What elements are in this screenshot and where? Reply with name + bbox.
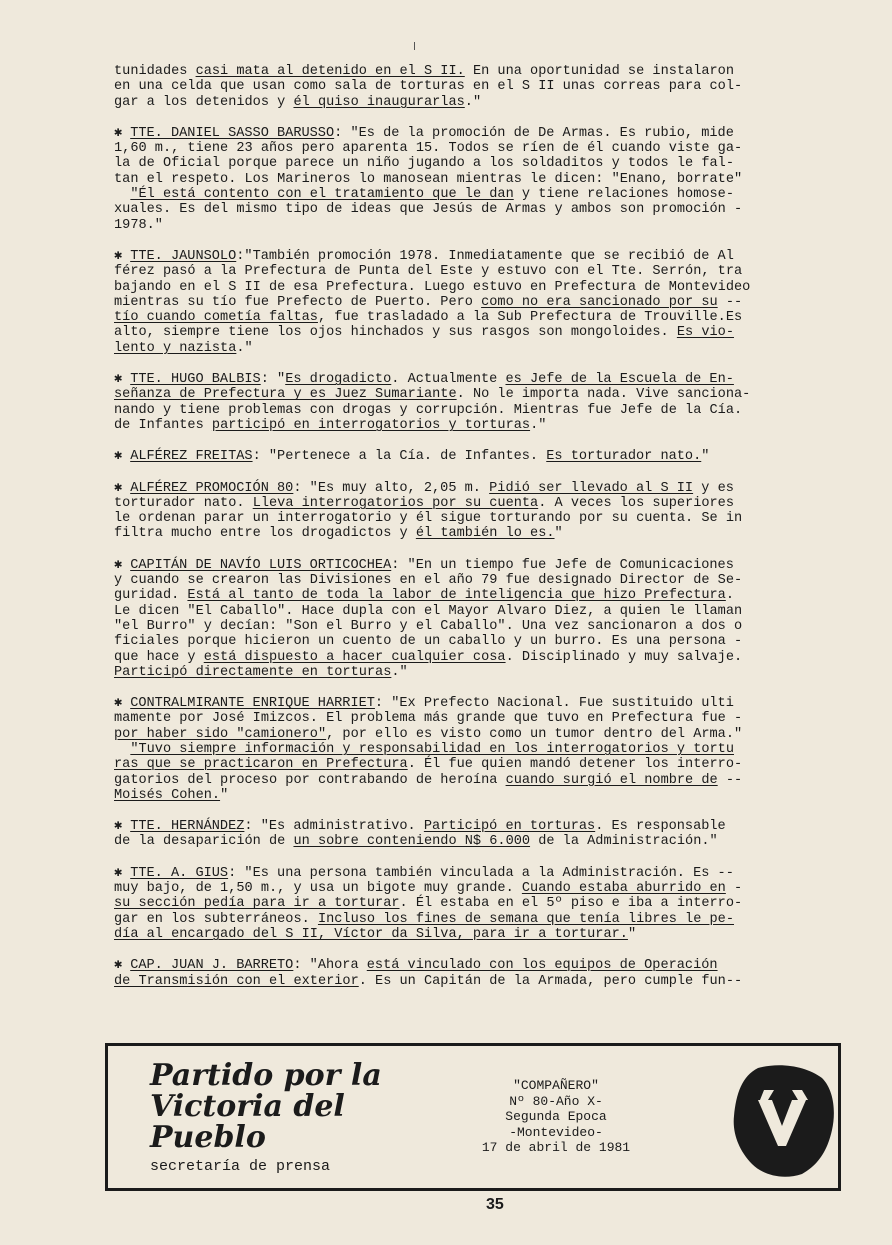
text-line: [114, 418, 852, 433]
text-segment: : "En un tiempo fue Jefe de Comunicaciones: [391, 557, 734, 573]
text-segment: muy bajo, de 1,50 m., y usa un bigote muy grande.: [114, 881, 522, 897]
bullet-icon: ✱: [114, 449, 123, 465]
underlined-text: Participó directamente en torturas: [114, 664, 392, 680]
text-line: [114, 141, 852, 156]
underlined-text: él quiso inaugurarlas: [293, 94, 465, 110]
text-segment: . No le importa nada. Vive sanciona-: [456, 387, 751, 403]
page-number: 35: [486, 1196, 504, 1213]
text-segment: férez pasó a la Prefectura de Punta del Este y estuvo con el Tte. Serrón, tra: [114, 264, 743, 280]
underlined-text: TTE. JAUNSOLO: [130, 248, 237, 264]
text-segment: 1,60 m., tiene 23 años pero aparenta 15. Todos se ríen de él cuando viste ga-: [114, 141, 743, 157]
underlined-text: "Él está contento con el tratamiento que le dan: [130, 187, 514, 203]
text-segment: .": [464, 94, 482, 110]
underlined-text: día al encargado del S II, Víctor da Silva, para ir a torturar.: [114, 926, 628, 942]
text-line: [114, 927, 852, 942]
text-line: [114, 727, 852, 742]
text-segment: : "Es administrativo.: [244, 819, 424, 835]
text-segment: 1978.": [114, 217, 163, 233]
text-line: [114, 126, 852, 141]
text-segment: y es: [693, 480, 734, 496]
text-line: [114, 295, 852, 310]
text-segment: . Es un Capitán de la Armada, pero cumple fun--: [358, 973, 743, 989]
underlined-text: es Jefe de la Escuela de En-: [505, 372, 734, 388]
text-segment: tan el respeto. Los Marineros lo manosean mientras le dicen: "Enano, borrate": [114, 171, 743, 187]
text-segment: Le dicen "El Caballo". Hace dupla con el Mayor Alvaro Diez, a quien le llaman: [114, 603, 743, 619]
text-segment: y tiene relaciones homose-: [513, 187, 734, 203]
text-line: [114, 187, 852, 202]
underlined-text: un sobre conteniendo N$ 6.000: [293, 834, 531, 850]
text-segment: ": [220, 787, 229, 803]
text-line: [114, 696, 852, 711]
text-line: [114, 773, 852, 788]
underlined-text: ALFÉREZ FREITAS: [130, 449, 253, 465]
paragraph: [114, 958, 852, 989]
text-segment: .": [530, 417, 547, 433]
footer-box: [105, 1043, 841, 1191]
paragraph: [114, 819, 852, 850]
underlined-text: casi mata al detenido en el S II.: [195, 64, 465, 79]
text-segment: filtra mucho entre los drogadictos y: [114, 526, 416, 542]
text-segment: torturador nato.: [114, 495, 253, 511]
text-line: [114, 341, 852, 356]
text-segment: . Él fue quien mandó detener los interro-: [407, 757, 743, 773]
text-segment: y cuando se crearon las Divisiones en el año 79 fue designado Director de Se-: [114, 573, 743, 589]
text-line: [114, 403, 852, 418]
bullet-icon: ✱: [114, 958, 123, 974]
text-line: [114, 387, 852, 402]
text-line: [114, 742, 852, 757]
paragraph: [114, 126, 852, 233]
text-line: [114, 866, 852, 881]
text-segment: -: [725, 881, 743, 897]
text-line: [114, 280, 852, 295]
pvp-logo-icon: [728, 1060, 838, 1180]
text-line: [114, 834, 852, 849]
text-line: [114, 64, 852, 79]
text-line: [114, 558, 852, 573]
underlined-text: Está al tanto de toda la labor de inteligencia que hizo Prefectura: [187, 588, 726, 604]
text-line: [114, 79, 852, 94]
text-line: [114, 156, 852, 171]
underlined-text: participó en interrogatorios y torturas: [211, 417, 531, 433]
text-line: [114, 325, 852, 340]
text-line: [114, 619, 852, 634]
text-segment: En una oportunidad se instalaron: [464, 64, 734, 79]
text-line: [114, 604, 852, 619]
underlined-text: cuando surgió el nombre de: [505, 772, 718, 788]
text-line: [114, 711, 852, 726]
text-segment: .": [236, 340, 253, 356]
paragraph: [114, 481, 852, 542]
bullet-icon: ✱: [114, 696, 123, 712]
text-segment: [114, 187, 130, 202]
underlined-text: está dispuesto a hacer cualquier cosa: [203, 649, 506, 665]
paragraph: [114, 64, 852, 110]
text-segment: : "Pertenece a la Cía. de Infantes.: [252, 449, 547, 465]
article-body: [114, 64, 852, 1005]
underlined-text: TTE. HUGO BALBIS: [130, 372, 261, 388]
underlined-text: Es torturador nato.: [546, 449, 702, 465]
text-line: [114, 912, 852, 927]
text-line: [114, 573, 852, 588]
underlined-text: Es drogadicto: [285, 372, 392, 388]
text-segment: , por ello es visto como un tumor dentro del Arma.": [326, 726, 743, 742]
text-segment: .: [725, 588, 734, 604]
text-segment: gar a los detenidos y: [114, 94, 294, 110]
issue-line-1: "COMPAÑERO": [513, 1078, 599, 1093]
text-segment: nando y tiene problemas con drogas y corrupción. Mientras fue Jefe de la Cía.: [114, 402, 743, 418]
text-segment: la de Oficial porque parece un niño jugando a los soldaditos y todos le fal-: [114, 156, 734, 172]
organization-title: [150, 1060, 382, 1153]
text-segment: xuales. Es del mismo tipo de ideas que Jesús de Armas y ambos son promoción -: [114, 202, 743, 218]
text-line: [114, 588, 852, 603]
text-line: [114, 496, 852, 511]
org-title-line-1: Partido por la: [150, 1058, 382, 1093]
text-line: [114, 202, 852, 217]
text-line: [114, 95, 852, 110]
underlined-text: Cuando estaba aburrido en: [521, 881, 726, 897]
text-segment: alto, siempre tiene los ojos hinchados y sus rasgos son mongoloides.: [114, 325, 677, 341]
issue-line-2: Nº 80-Año X-: [509, 1093, 603, 1109]
text-line: [114, 788, 852, 803]
text-line: [114, 634, 852, 649]
underlined-text: Lleva interrogatorios por su cuenta: [252, 495, 539, 511]
text-segment: --: [717, 294, 743, 310]
underlined-text: TTE. A. GIUS: [130, 865, 229, 881]
underlined-text: CAP. JUAN J. BARRETO: [130, 958, 294, 974]
text-segment: bajando en el S II de esa Prefectura. Luego estuvo en Prefectura de Montevideo: [114, 279, 751, 295]
text-line: [114, 974, 852, 989]
issue-line-5: 17 de abril de 1981: [481, 1140, 631, 1155]
underlined-text: TTE. HERNÁNDEZ: [130, 819, 245, 835]
paragraph: [114, 558, 852, 680]
binding-mark: [414, 42, 415, 50]
text-segment: : "Ex Prefecto Nacional. Fue sustituido ulti: [374, 696, 734, 712]
text-segment: de la Administración.": [530, 834, 718, 850]
underlined-text: por haber sido "camionero": [114, 726, 327, 742]
text-line: [114, 264, 852, 279]
underlined-text: lento y nazista: [114, 340, 237, 356]
text-segment: : "Ahora: [293, 958, 367, 974]
text-line: [114, 526, 852, 541]
text-segment: ": [627, 926, 637, 942]
text-segment: --: [717, 772, 743, 788]
text-segment: . Actualmente: [391, 372, 506, 388]
text-line: [114, 665, 852, 680]
text-segment: .": [391, 664, 408, 680]
paragraph: [114, 866, 852, 942]
underlined-text: CAPITÁN DE NAVÍO LUIS ORTICOCHEA: [130, 557, 392, 573]
underlined-text: TTE. DANIEL SASSO BARUSSO: [130, 125, 335, 141]
text-line: [114, 372, 852, 387]
paragraph: [114, 449, 852, 464]
text-segment: de la desaparición de: [114, 834, 294, 850]
text-line: [114, 310, 852, 325]
text-segment: : ": [260, 372, 286, 388]
text-segment: [114, 742, 130, 757]
underlined-text: señanza de Prefectura y es Juez Sumariante: [114, 387, 457, 403]
underlined-text: Moisés Cohen.: [114, 787, 221, 803]
underlined-text: CONTRALMIRANTE ENRIQUE HARRIET: [130, 696, 375, 712]
text-line: [114, 958, 852, 973]
underlined-text: él también lo es.: [415, 526, 555, 542]
underlined-text: Incluso los fines de semana que tenía libres le pe-: [317, 911, 734, 927]
underlined-text: ALFÉREZ PROMOCIÓN 80: [130, 480, 294, 496]
text-line: [114, 218, 852, 233]
text-line: [114, 511, 852, 526]
text-line: [114, 650, 852, 665]
text-segment: :"También promoción 1978. Inmediatamente que se recibió de Al: [236, 248, 734, 264]
text-line: [114, 881, 852, 896]
underlined-text: tío cuando cometía faltas: [114, 310, 318, 326]
underlined-text: su sección pedía para ir a torturar: [114, 896, 400, 912]
text-segment: tunidades: [114, 64, 196, 79]
text-segment: de Infantes: [114, 417, 212, 433]
bullet-icon: ✱: [114, 865, 123, 881]
text-segment: , fue trasladado a la Sub Prefectura de Trouville.Es: [317, 310, 743, 326]
bullet-icon: ✱: [114, 125, 123, 141]
text-line: [114, 449, 852, 464]
text-segment: ficiales porque hicieron un cuento de un caballo y un burro. Es una persona -: [114, 634, 743, 650]
underlined-text: como no era sancionado por su: [481, 294, 718, 310]
bullet-icon: ✱: [114, 248, 123, 264]
underlined-text: ras que se practicaron en Prefectura: [114, 757, 408, 773]
paragraph: [114, 696, 852, 803]
paragraph: [114, 249, 852, 356]
text-segment: : "Es de la promoción de De Armas. Es rubio, mide: [334, 125, 734, 141]
text-segment: gar en los subterráneos.: [114, 911, 318, 927]
text-segment: que hace y: [114, 649, 204, 665]
org-title-line-3: Pueblo: [150, 1120, 266, 1155]
text-line: [114, 896, 852, 911]
text-segment: : "Es una persona también vinculada a la Administración. Es --: [228, 865, 734, 881]
underlined-text: Es vio-: [676, 325, 734, 341]
text-segment: guridad.: [114, 588, 188, 604]
text-line: [114, 757, 852, 772]
text-segment: . Es responsable: [595, 819, 726, 835]
text-line: [114, 249, 852, 264]
text-segment: . A veces los superiores: [538, 495, 734, 511]
bullet-icon: ✱: [114, 819, 123, 835]
org-title-line-2: Victoria del: [150, 1089, 345, 1124]
text-segment: . Él estaba en el 5º piso e iba a interro-: [399, 896, 743, 912]
text-segment: ": [554, 526, 563, 542]
text-line: [114, 819, 852, 834]
issue-info: [466, 1078, 646, 1156]
text-segment: mamente por José Imizcos. El problema más grande que tuvo en Prefectura fue -: [114, 711, 743, 727]
organization-subtitle: secretaría de prensa: [150, 1158, 331, 1175]
text-segment: . Disciplinado y muy salvaje.: [505, 649, 743, 665]
issue-line-4: -Montevideo-: [509, 1124, 603, 1140]
text-line: [114, 481, 852, 496]
paragraph: [114, 372, 852, 433]
text-segment: : "Es muy alto, 2,05 m.: [293, 480, 490, 496]
bullet-icon: ✱: [114, 372, 123, 388]
underlined-text: Participó en torturas: [423, 819, 596, 835]
bullet-icon: ✱: [114, 557, 123, 573]
text-segment: en una celda que usan como sala de torturas en el S II unas correas para col-: [114, 79, 743, 95]
bullet-icon: ✱: [114, 480, 123, 496]
issue-line-3: Segunda Epoca: [505, 1109, 607, 1124]
underlined-text: Pidió ser llevado al S II: [489, 480, 694, 496]
underlined-text: está vinculado con los equipos de Operación: [366, 958, 718, 974]
text-segment: mientras su tío fue Prefecto de Puerto. Pero: [114, 294, 482, 310]
underlined-text: de Transmisión con el exterior: [114, 973, 359, 989]
text-segment: "el Burro" y decían: "Son el Burro y el Caballo". Una vez sancionaron a dos o: [114, 618, 743, 634]
text-line: [114, 172, 852, 187]
underlined-text: "Tuvo siempre información y responsabilidad en los interrogatorios y tortu: [130, 741, 734, 757]
text-segment: le ordenan parar un interrogatorio y él sigue torturando por su cuenta. Se in: [114, 511, 743, 527]
text-segment: ": [701, 449, 710, 465]
text-segment: gatorios del proceso por contrabando de heroína: [114, 772, 506, 788]
